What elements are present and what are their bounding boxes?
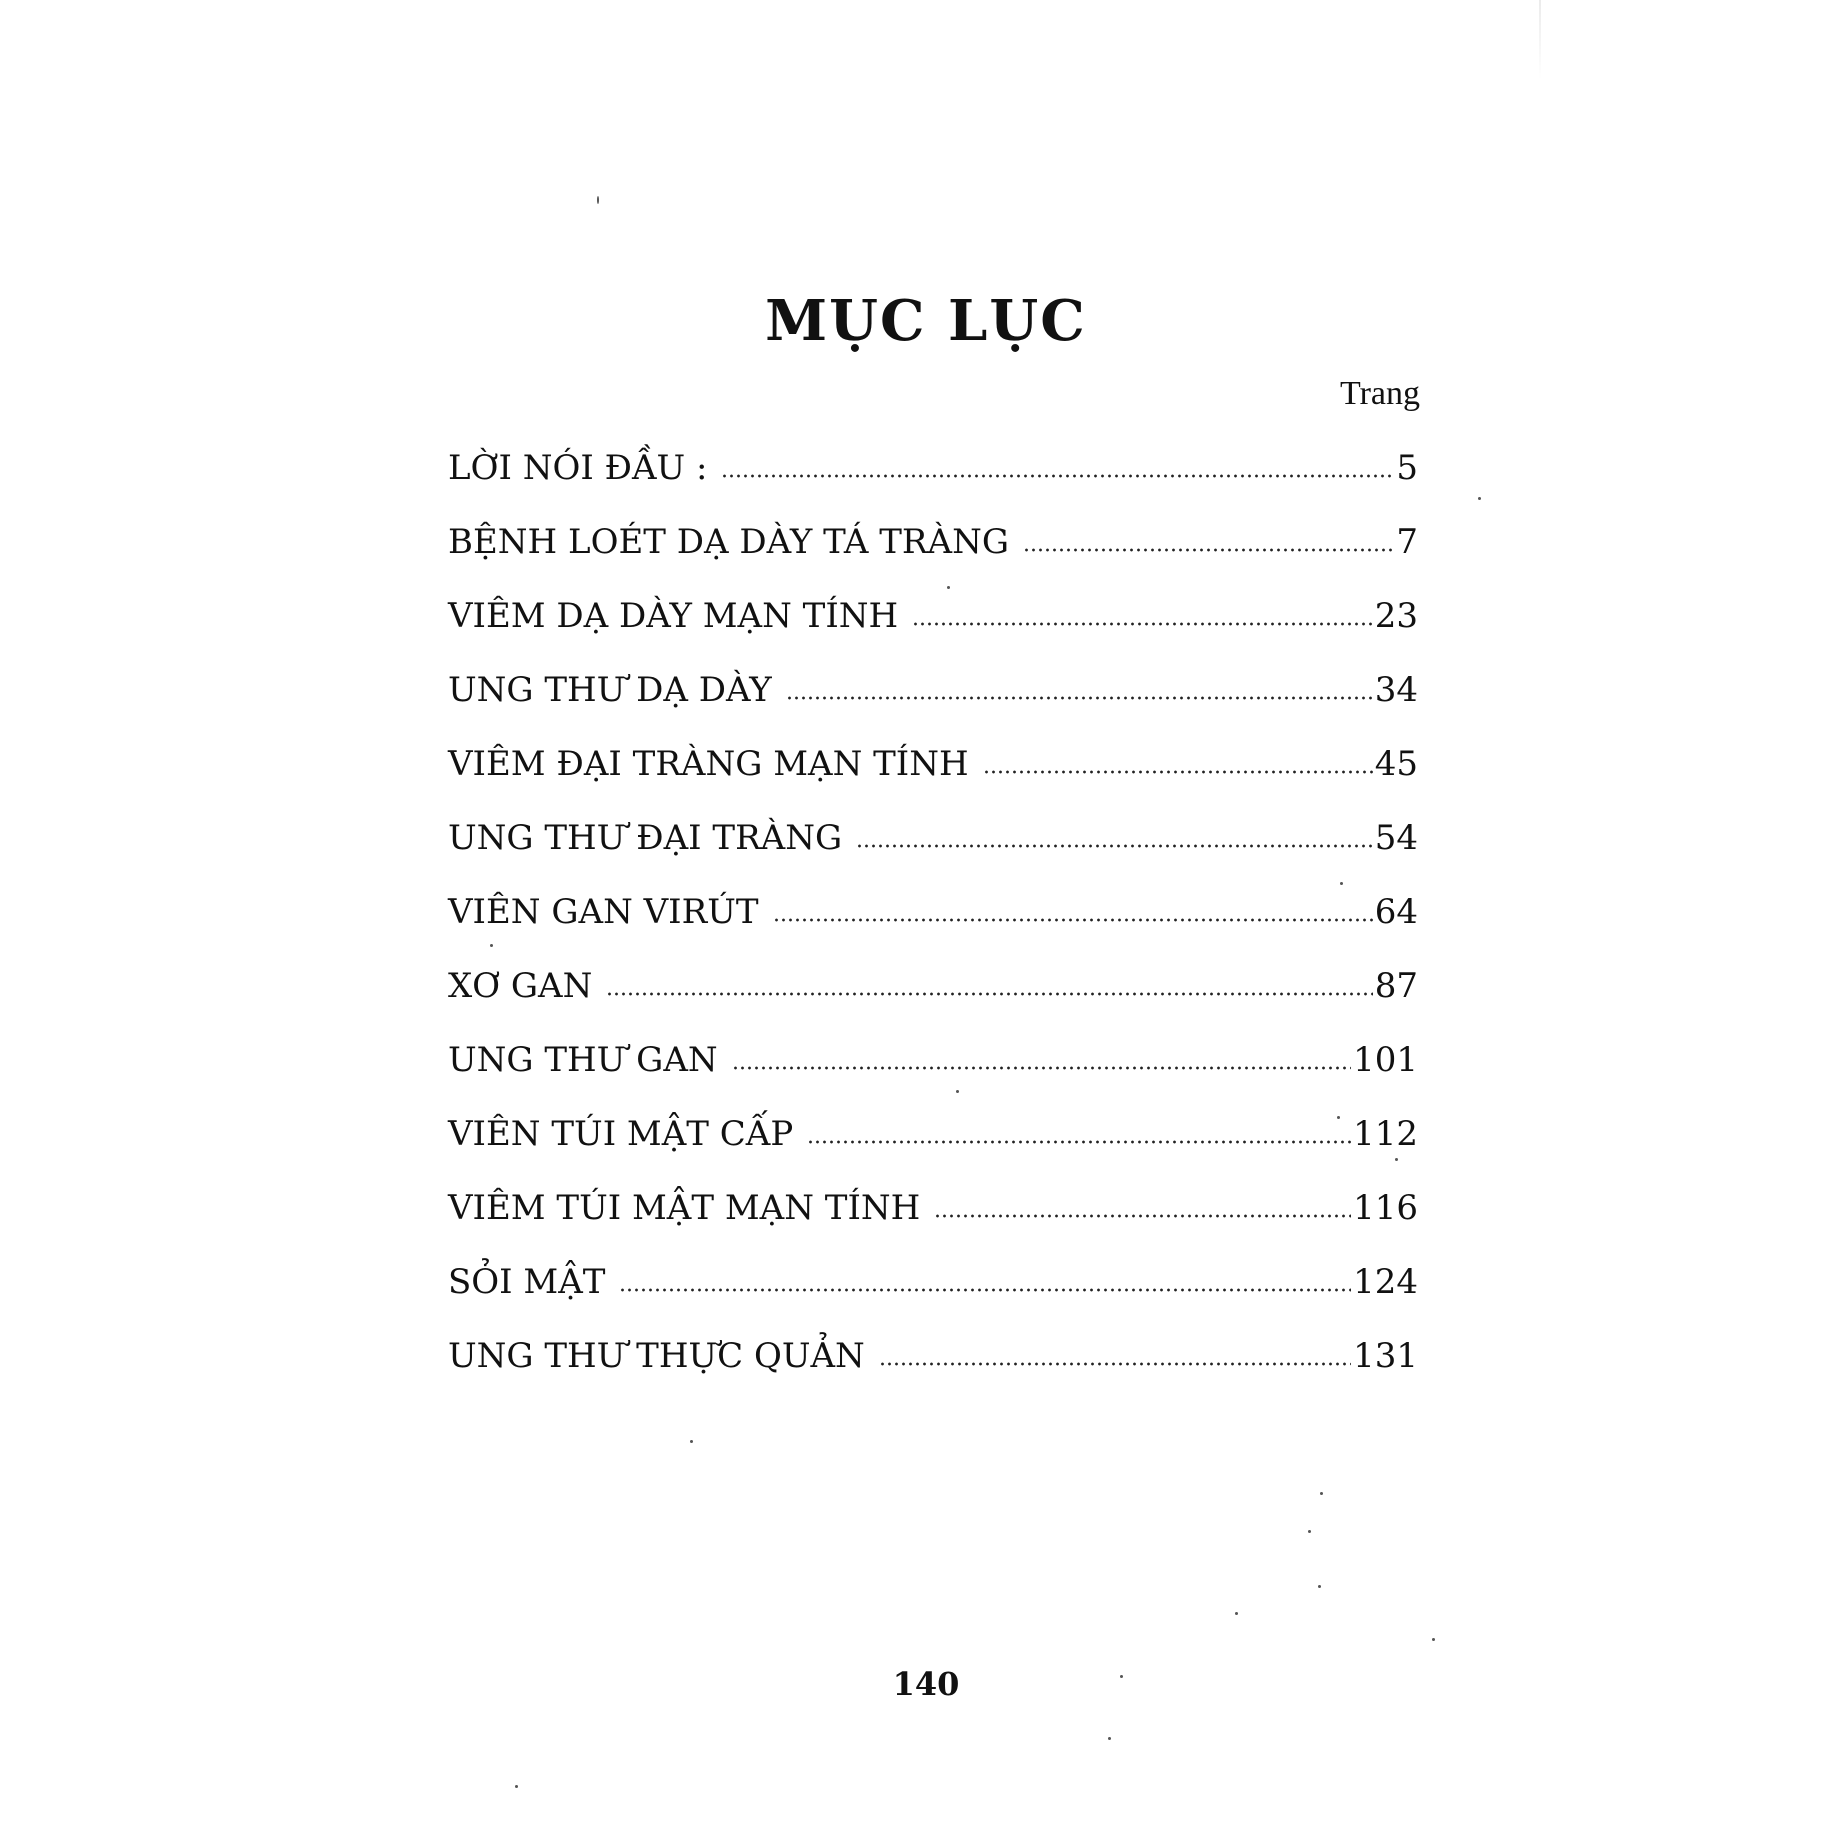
toc-entry-page: 5 <box>1396 448 1418 488</box>
toc-entry-page: 23 <box>1374 596 1418 636</box>
page-title: MỤC LỤC <box>765 288 1087 354</box>
dot-leader <box>983 769 1373 775</box>
dot-leader <box>619 1287 1351 1293</box>
dot-leader <box>773 917 1373 923</box>
page-number: 140 <box>892 1665 960 1703</box>
dot-leader <box>1023 547 1394 553</box>
toc-entry-page: 112 <box>1353 1114 1418 1154</box>
dot-leader <box>807 1139 1351 1145</box>
toc-entry <box>448 744 1418 818</box>
toc-entry <box>448 966 1418 1040</box>
scan-speck <box>1395 1158 1398 1161</box>
toc-entry <box>448 892 1418 966</box>
toc-entry <box>448 596 1418 670</box>
toc-entry-page: 7 <box>1396 522 1418 562</box>
toc-entry-page: 131 <box>1353 1336 1418 1376</box>
toc-entry-page: 116 <box>1353 1188 1418 1228</box>
toc-entry-label: VIÊN GAN VIRÚT <box>448 892 759 932</box>
toc-entry <box>448 1114 1418 1188</box>
toc-entry <box>448 1188 1418 1262</box>
scan-speck <box>947 586 950 589</box>
dot-leader <box>879 1361 1351 1367</box>
toc-entry-label: UNG THƯ ĐẠI TRÀNG <box>448 818 843 858</box>
page-column-header: Trang <box>1340 375 1420 412</box>
scan-speck <box>1235 1612 1238 1615</box>
toc-entry <box>448 670 1418 744</box>
toc-entry-page: 54 <box>1374 818 1418 858</box>
scan-speck <box>690 1440 693 1443</box>
dot-leader <box>721 473 1394 479</box>
toc-entry-page: 34 <box>1374 670 1418 710</box>
scan-speck <box>597 196 599 204</box>
scan-speck <box>1320 1492 1323 1495</box>
toc-entry-label: VIÊM TÚI MẬT MẠN TÍNH <box>448 1188 921 1228</box>
toc-entry-page: 101 <box>1353 1040 1418 1080</box>
scan-speck <box>1478 497 1481 500</box>
toc-entry <box>448 1336 1418 1410</box>
scan-speck <box>1337 1116 1340 1119</box>
page-edge-shadow <box>1539 0 1541 80</box>
scan-speck <box>1308 1530 1311 1533</box>
toc-entry <box>448 1262 1418 1336</box>
scan-speck <box>1432 1638 1435 1641</box>
scan-speck <box>1120 1675 1123 1678</box>
toc-entry-page: 45 <box>1374 744 1418 784</box>
dot-leader <box>856 843 1373 849</box>
toc-entry <box>448 818 1418 892</box>
toc-entry <box>448 448 1418 522</box>
toc-entry-page: 64 <box>1374 892 1418 932</box>
toc-entry-label: UNG THƯ THỰC QUẢN <box>448 1336 865 1376</box>
toc-entry-label: XƠ GAN <box>448 966 593 1006</box>
dot-leader <box>786 695 1373 701</box>
dot-leader <box>934 1213 1351 1219</box>
toc-entry-page: 87 <box>1374 966 1418 1006</box>
toc-entry-label: UNG THƯ GAN <box>448 1040 718 1080</box>
scan-speck <box>1108 1737 1111 1740</box>
scan-speck <box>956 1090 959 1093</box>
toc-entry-label: SỎI MẬT <box>448 1262 606 1302</box>
toc-entry-label: UNG THƯ DẠ DÀY <box>448 670 772 710</box>
toc-entry-label: LỜI NÓI ĐẦU : <box>448 448 708 488</box>
toc-entry-label: VIÊN TÚI MẬT CẤP <box>448 1114 794 1154</box>
toc-entry-page: 124 <box>1353 1262 1418 1302</box>
toc-entry <box>448 1040 1418 1114</box>
scan-speck <box>490 944 493 947</box>
toc-entry <box>448 522 1418 596</box>
toc-entry-label: VIÊM ĐẠI TRÀNG MẠN TÍNH <box>448 744 969 784</box>
dot-leader <box>912 621 1373 627</box>
toc-entry-label: BỆNH LOÉT DẠ DÀY TÁ TRÀNG <box>448 522 1009 562</box>
toc-entry-label: VIÊM DẠ DÀY MẠN TÍNH <box>448 596 899 636</box>
table-of-contents <box>448 448 1418 1410</box>
dot-leader <box>606 991 1372 997</box>
scan-speck <box>1340 882 1343 885</box>
scan-speck <box>1318 1585 1321 1588</box>
dot-leader <box>732 1065 1351 1071</box>
scan-speck <box>515 1785 518 1788</box>
